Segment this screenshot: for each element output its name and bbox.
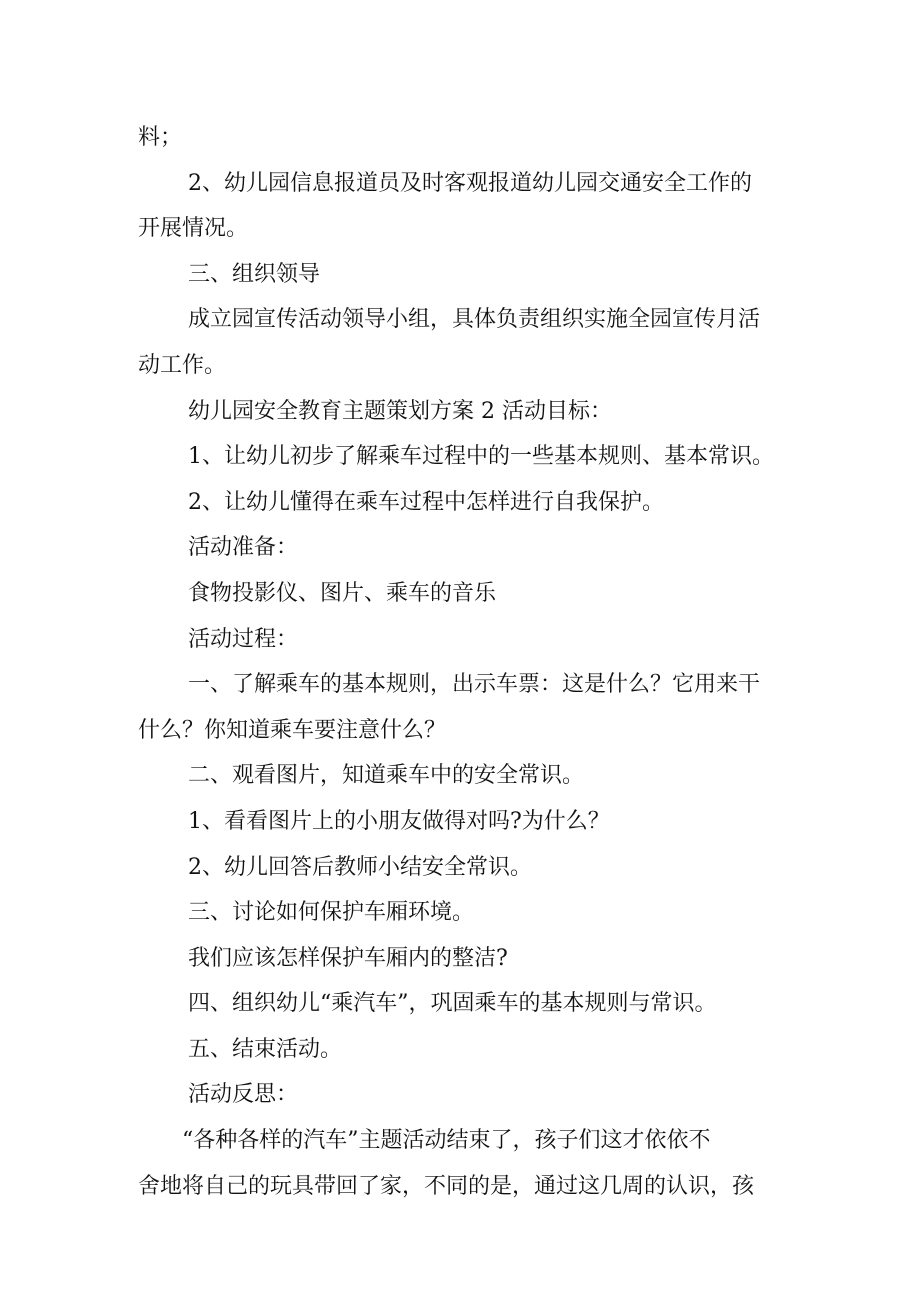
- paragraph-line: 2、让幼儿懂得在乘车过程中怎样进行自我保护。: [188, 489, 664, 515]
- document-body: [138, 115, 798, 1209]
- paragraph-line: 三、讨论如何保护车厢环境。: [188, 900, 475, 926]
- section-heading: 活动过程：: [188, 626, 299, 652]
- paragraph-line: 五、结束活动。: [188, 1036, 343, 1062]
- paragraph-line: 食物投影仪、图片、乘车的音乐: [188, 580, 497, 606]
- paragraph-line: “各种各样的汽车”主题活动结束了，孩子们这才依依不: [182, 1128, 711, 1154]
- paragraph-line: 四、组织幼儿“乘汽车”，巩固乘车的基本规则与常识。: [188, 991, 717, 1017]
- paragraph-line: 1、看看图片上的小朋友做得对吗?为什么？: [188, 808, 610, 834]
- paragraph-line: 什么？你知道乘车要注意什么？: [138, 717, 447, 743]
- paragraph-line: 动工作。: [138, 352, 227, 378]
- section-heading: 三、组织领导: [188, 261, 321, 287]
- paragraph-line: 我们应该怎样保护车厢内的整洁?: [188, 945, 508, 971]
- plan-title-line: 幼儿园安全教育主题策划方案 2 活动目标：: [188, 398, 612, 424]
- paragraph-line: 二、观看图片，知道乘车中的安全常识。: [188, 763, 585, 789]
- paragraph-line: 成立园宣传活动领导小组，具体负责组织实施全园宣传月活: [188, 307, 761, 333]
- section-heading: 活动准备：: [188, 535, 299, 561]
- paragraph-line: 2、幼儿园信息报道员及时客观报道幼儿园交通安全工作的: [188, 170, 752, 196]
- paragraph-line: 2、幼儿回答后教师小结安全常识。: [188, 854, 532, 880]
- paragraph-line: 舍地将自己的玩具带回了家，不同的是，通过这几周的认识，孩: [138, 1173, 755, 1199]
- paragraph-line: 开展情况。: [138, 216, 249, 242]
- paragraph-line: 料；: [138, 125, 183, 150]
- paragraph-line: 1、让幼儿初步了解乘车过程中的一些基本规则、基本常识。: [188, 444, 774, 470]
- paragraph-line: 一、了解乘车的基本规则，出示车票：这是什么？它用来干: [188, 672, 761, 698]
- section-heading: 活动反思：: [188, 1082, 299, 1108]
